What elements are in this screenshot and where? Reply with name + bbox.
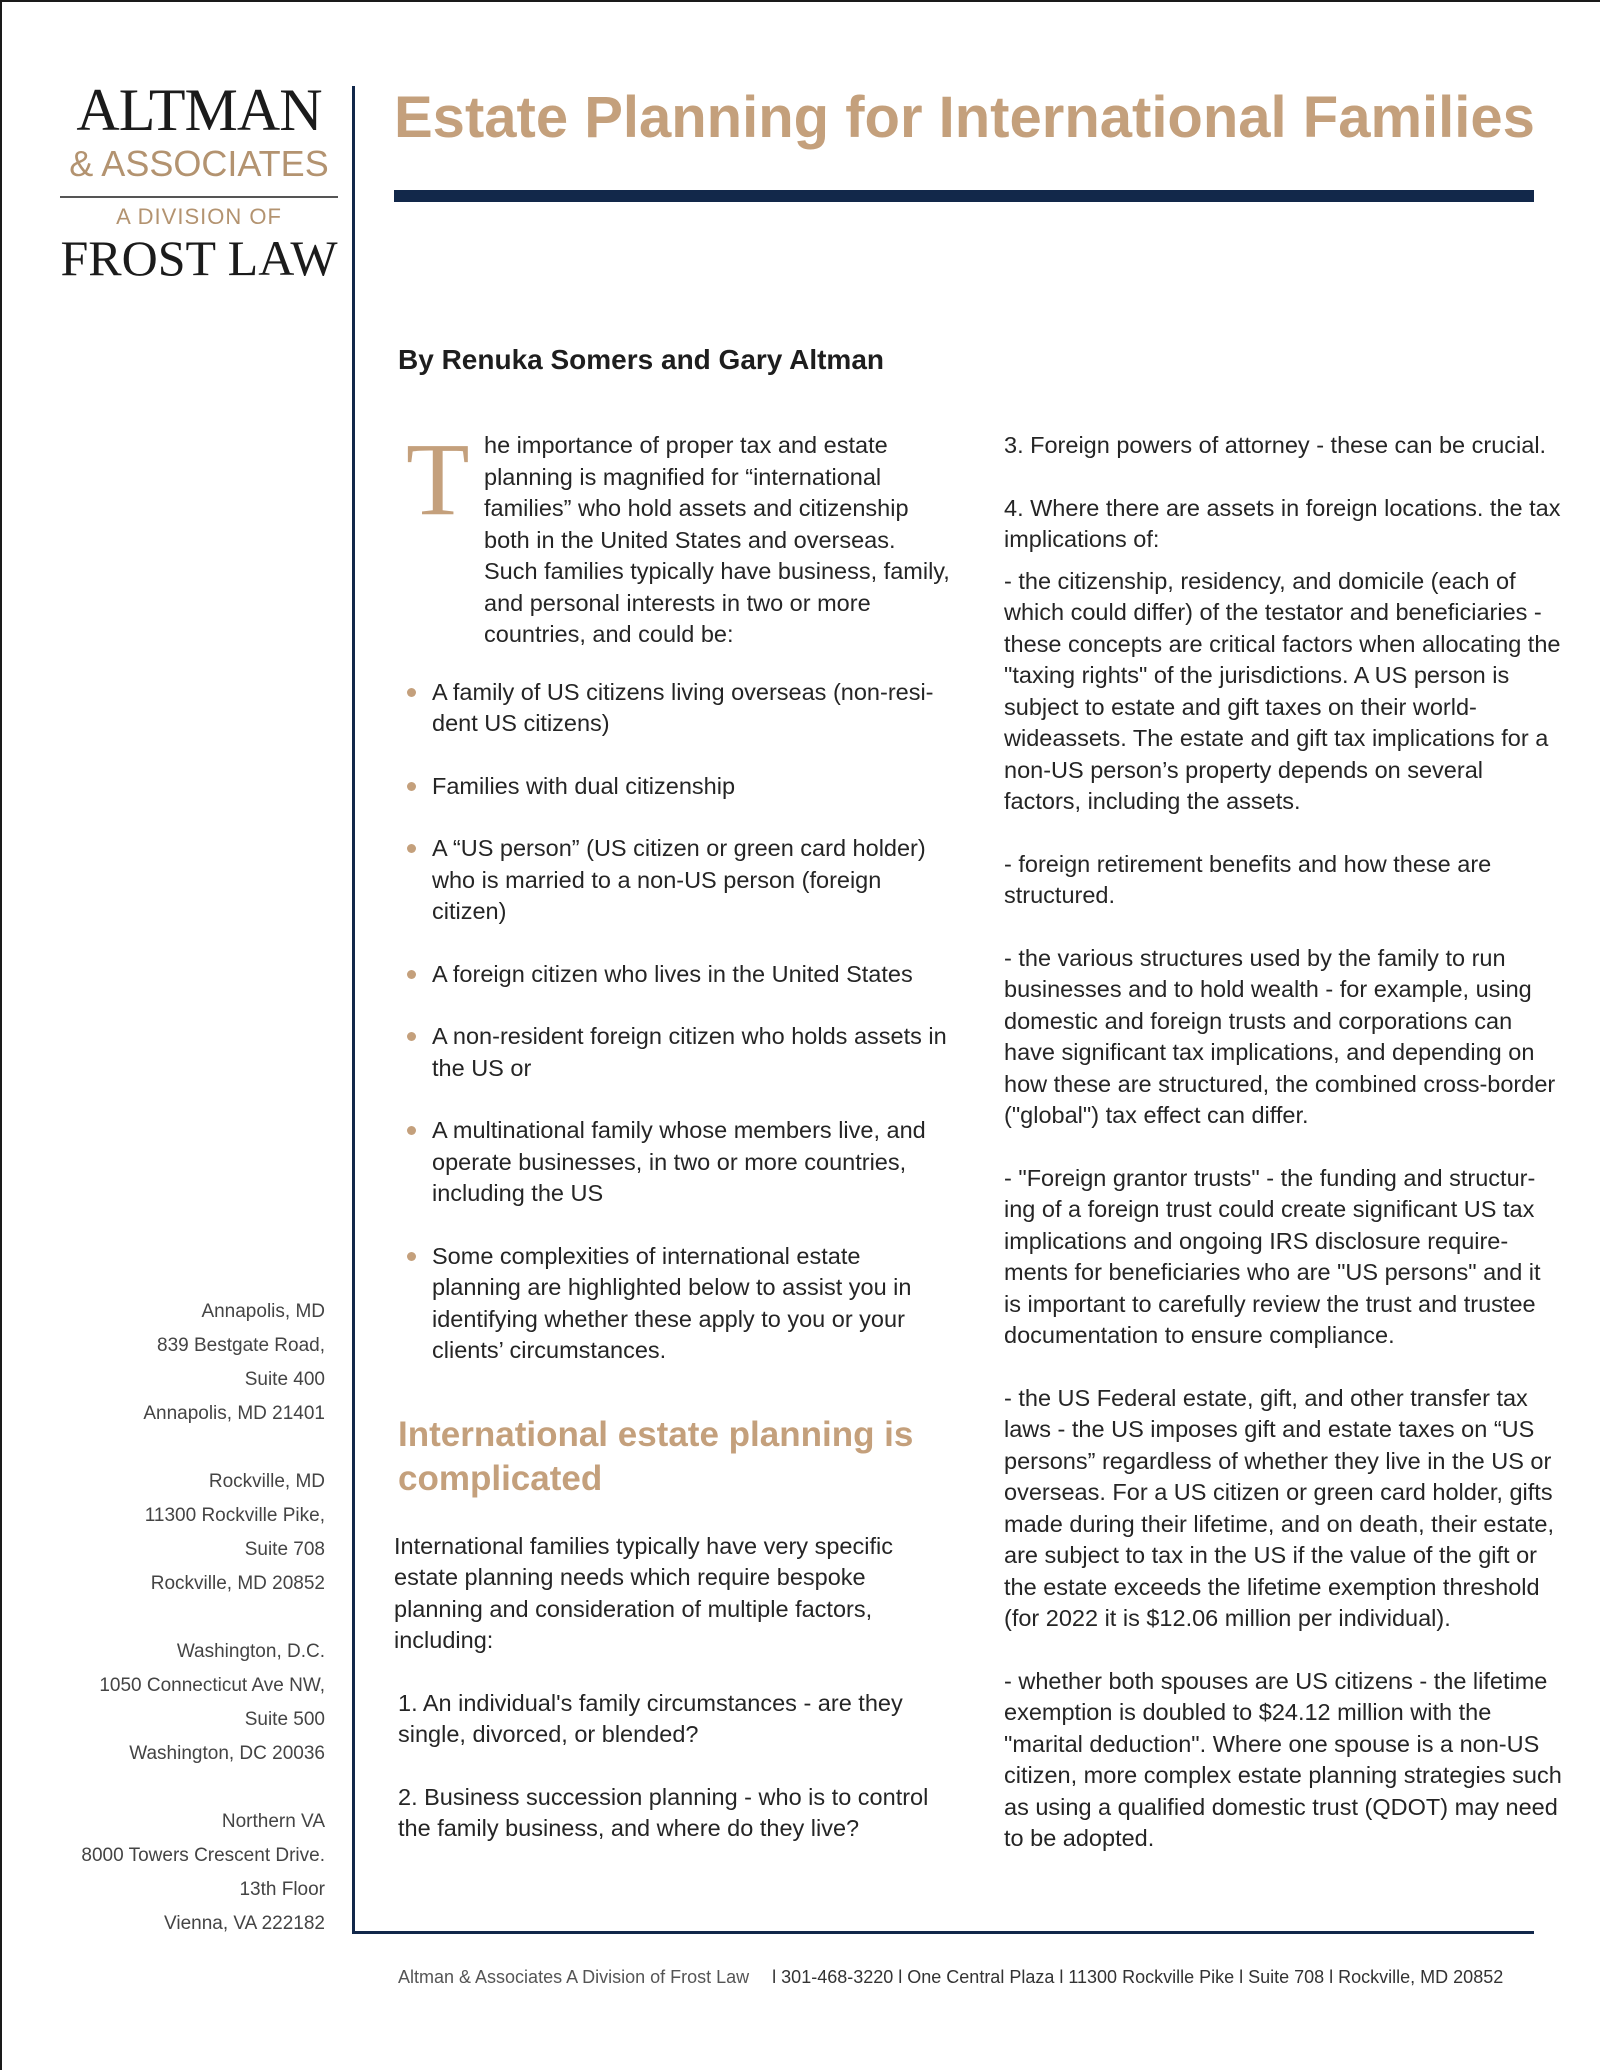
numbered-item: 4. Where there are assets in foreign locations. the tax implications of: bbox=[1004, 494, 1561, 552]
section-heading: International estate planning is complicated bbox=[398, 1414, 914, 1498]
bullet-icon bbox=[407, 1252, 416, 1261]
office-annapolis bbox=[45, 1295, 325, 1431]
bullet-icon bbox=[407, 1032, 416, 1041]
bullet-icon bbox=[407, 1126, 416, 1135]
office-street: 1050 Connecticut Ave NW, bbox=[99, 1675, 325, 1696]
office-suite: Suite 708 bbox=[244, 1539, 325, 1560]
list-item bbox=[396, 771, 951, 803]
office-northern-va bbox=[45, 1805, 325, 1941]
left-column bbox=[394, 422, 951, 1876]
office-rockville bbox=[45, 1465, 325, 1601]
bullet-icon bbox=[407, 844, 416, 853]
list-item-text: A multinational family whose members live, and operate businesses, in two or more countries, including the US bbox=[432, 1117, 926, 1206]
logo-frost-law: FROST LAW bbox=[60, 230, 338, 286]
intro-paragraph bbox=[396, 422, 951, 651]
intro-text: he importance of proper tax and estate planning is magnified for “international families” who hold assets and citizenship both in the United States and overseas. Such families typically have business, family, and personal interests in two or more countries, and could be: bbox=[484, 432, 950, 647]
numbered-item: 3. Foreign powers of attorney - these can be crucial. bbox=[1004, 432, 1547, 458]
list-item-text: A foreign citizen who lives in the United States bbox=[432, 960, 913, 987]
bullet-icon bbox=[407, 970, 416, 979]
list-item bbox=[396, 833, 951, 928]
footer-divider bbox=[352, 1931, 1534, 1934]
office-name: Northern VA bbox=[221, 1811, 325, 1832]
office-city: Annapolis, MD 21401 bbox=[143, 1403, 325, 1424]
list-item-text: Some complexities of international estate planning are highlighted below to assist you in identifying whether these apply to you or your clients’ circumstances. bbox=[432, 1242, 912, 1363]
footer bbox=[398, 1963, 1503, 1991]
office-city: Rockville, MD 20852 bbox=[150, 1573, 325, 1594]
office-street: 839 Bestgate Road, bbox=[157, 1335, 325, 1356]
page-title: Estate Planning for International Families bbox=[394, 85, 1535, 150]
office-city: Vienna, VA 222182 bbox=[164, 1913, 325, 1934]
list-item bbox=[396, 1021, 951, 1084]
office-suite: 13th Floor bbox=[239, 1879, 325, 1900]
right-paragraph: - the various structures used by the family to run businesses and to hold wealth - for example, using domestic and foreign trusts and corporations can have significant tax implications, and depending on how these are structured, the combined cross-border ("global") tax effect can differ. bbox=[1004, 944, 1556, 1128]
right-paragraph: - foreign retirement benefits and how these are structured. bbox=[1004, 850, 1492, 908]
logo-associates: & ASSOCIATES bbox=[69, 143, 329, 184]
logo-division-of: A DIVISION OF bbox=[116, 204, 282, 229]
right-paragraph: - "Foreign grantor trusts" - the funding and structur-ing of a foreign trust could create significant US tax implications and ongoing IRS disclosure require-ments for beneficiaries who are "US persons" and it is important to carefully review the trust and trustee documentation to ensure compliance. bbox=[1004, 1164, 1541, 1348]
right-column bbox=[1004, 430, 1564, 1886]
right-paragraph: - the US Federal estate, gift, and other transfer tax laws - the US imposes gift and estate taxes on “US persons” regardless of whether they live in the US or overseas. For a US citizen or green card holder, gifts made during their lifetime, and on death, their estate, are subject to tax in the US if the value of the gift or the estate exceeds the lifetime exemption threshold (for 2022 it is $12.06 million per individual). bbox=[1004, 1384, 1554, 1631]
office-name: Washington, D.C. bbox=[176, 1641, 325, 1662]
firm-logo bbox=[60, 77, 338, 286]
right-paragraph: - the citizenship, residency, and domicile (each of which could differ) of the testator and beneficiaries - these concepts are critical factors when allocating the "taxing rights" of the jurisdictions. A US person is subject to estate and gift taxes on their world-wideassets. The estate and gift tax implications for a non-US person’s property depends on several factors, including the assets. bbox=[1004, 567, 1561, 814]
list-item-text: Families with dual citizenship bbox=[432, 772, 736, 799]
footer-contact: l 301-468-3220 l One Central Plaza l 11300 Rockville Pike l Suite 708 l Rockville, MD 20852 bbox=[772, 1967, 1504, 1987]
list-item bbox=[396, 1241, 951, 1367]
office-name: Rockville, MD bbox=[208, 1471, 325, 1492]
drop-cap: T bbox=[406, 422, 470, 537]
title-underline bbox=[394, 190, 1534, 202]
section-paragraph: International families typically have very specific estate planning needs which require bespoke planning and consideration of multiple factors, including: bbox=[394, 1532, 893, 1653]
right-paragraph: - whether both spouses are US citizens - the lifetime exemption is doubled to $24.12 million with the "marital deduction". Where one spouse is a non-US citizen, more complex estate planning strategies such as using a qualified domestic trust (QDOT) may need to be adopted. bbox=[1004, 1667, 1562, 1851]
numbered-item: 2. Business succession planning - who is to control the family business, and where do they live? bbox=[398, 1783, 929, 1841]
office-city: Washington, DC 20036 bbox=[129, 1743, 325, 1764]
office-street: 8000 Towers Crescent Drive. bbox=[81, 1845, 325, 1866]
list-item-text: A “US person” (US citizen or green card holder) who is married to a non-US person (foreign citizen) bbox=[432, 835, 926, 924]
footer-firm-name: Altman & Associates A Division of Frost Law bbox=[398, 1967, 750, 1987]
office-suite: Suite 500 bbox=[244, 1709, 325, 1730]
logo-divider bbox=[60, 196, 338, 198]
office-street: 11300 Rockville Pike, bbox=[144, 1505, 325, 1526]
bullet-list bbox=[396, 677, 951, 1367]
list-item bbox=[396, 1115, 951, 1210]
office-washington bbox=[45, 1635, 325, 1771]
office-suite: Suite 400 bbox=[244, 1369, 325, 1390]
bullet-icon bbox=[407, 782, 416, 791]
bullet-icon bbox=[407, 688, 416, 697]
office-name: Annapolis, MD bbox=[201, 1301, 325, 1322]
list-item bbox=[396, 677, 951, 740]
list-item-text: A family of US citizens living overseas (non-resi-dent US citizens) bbox=[432, 678, 934, 736]
list-item-text: A non-resident foreign citizen who holds assets in the US or bbox=[432, 1023, 947, 1081]
vertical-divider bbox=[352, 86, 355, 1933]
logo-altman: ALTMAN bbox=[76, 77, 322, 143]
numbered-item: 1. An individual's family circumstances - are they single, divorced, or blended? bbox=[398, 1689, 903, 1747]
office-addresses bbox=[45, 1295, 325, 1975]
list-item bbox=[396, 959, 951, 991]
byline: By Renuka Somers and Gary Altman bbox=[398, 344, 885, 375]
